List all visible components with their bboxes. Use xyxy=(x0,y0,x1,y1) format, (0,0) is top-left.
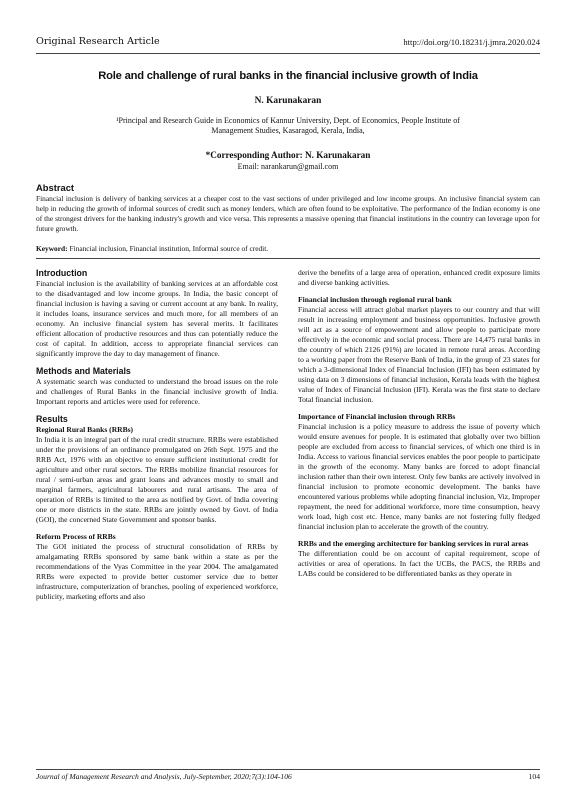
emerging-architecture-heading: RRBs and the emerging architecture for banking services in rural areas xyxy=(298,539,529,548)
reform-heading: Reform Process of RRBs xyxy=(36,532,116,541)
rrb-text: In India it is an integral part of the rural credit structure. RRBs were established under the provisions of an ordinance promulgated on 26th Sept. 1975 and the RRB Act, 1976 with an objective to ensure sufficient institutional credit for agriculture and other rural sectors. The RRBs mobilize financial resources for rural / semi-urban areas and grant loans and advances mostly to small and marginal farmers, agricultural labourers and rural artisans. The area of operation of RRBs is limited to the area as notified by Govt. of India covering one or more districts in the state. RRBs are jointly owned by Govt. of India (GOI), the concerned State Government and sponsor banks. xyxy=(36,435,278,524)
header-rule xyxy=(36,53,540,54)
author-email[interactable]: Email: narankarun@gmail.com xyxy=(237,162,339,171)
rrb-heading: Regional Rural Banks (RRBs) xyxy=(36,425,134,434)
keywords-label: Keyword: xyxy=(36,244,68,253)
methods-heading: Methods and Materials xyxy=(36,366,131,376)
regional-rural-bank-heading: Financial inclusion through regional rural bank xyxy=(298,295,452,304)
corresponding-author: *Corresponding Author: N. Karunakaran xyxy=(205,150,371,160)
page-number: 104 xyxy=(528,772,540,781)
methods-text: A systematic search was conducted to understand the broad issues on the role and challenges of Rural Banks in the financial inclusive growth of India. Important reports and articles were used for reference. xyxy=(36,377,278,406)
reform-text: The GOI initiated the process of structural consolidation of RRBs by amalgamating RRBs sponsored by same bank within a state as per the recommendations of the Vyas Committee in the year 2004. The amalgamated RRBs were expected to provide better customer service due to better infrastructure, computerization of branches, pooling of experienced workforce, publicity, marketing efforts and also xyxy=(36,542,278,601)
abstract-rule xyxy=(36,258,540,259)
abstract-heading: Abstract xyxy=(36,182,75,193)
keywords xyxy=(36,244,540,253)
author-affiliation: ¹Principal and Research Guide in Economics of Kannur University, Dept. of Economics, People Institute of Management Studies, Kasaragod, Kerala, India, xyxy=(116,116,460,136)
running-footer xyxy=(36,772,540,781)
introduction-text: Financial inclusion is the availability of banking services at an affordable cost to the disadvantaged and low income groups. In India, the basic concept of financial inclusion is having a saving or current account at any bank. In reality, it includes loans, insurance services and much more, for all members of an economy. An inclusive financial system has several merits. It facilitates efficient allocation of productive resources and thus can potentially reduce the cost of capital. In addition, access to appropriate financial services can significantly improve the day to day management of finance. xyxy=(36,279,278,358)
introduction-heading: Introduction xyxy=(36,268,88,278)
emerging-architecture-text: The differentiation could be on account of capital requirement, scope of activities or area of operations. In fact the UCBs, the PACS, the RRBs and LABs could be considered to be differentiated banks as they operate in xyxy=(298,549,540,578)
importance-heading: Importance of Financial inclusion through RRBs xyxy=(298,412,456,421)
results-heading: Results xyxy=(36,414,68,424)
running-header xyxy=(36,36,540,50)
continued-text: derive the benefits of a large area of operation, enhanced credit exposure limits and diverse banking activities. xyxy=(298,268,540,287)
article-type-label: Original Research Article xyxy=(36,36,160,47)
left-column xyxy=(36,268,278,602)
author-name: N. Karunakaran xyxy=(254,96,322,106)
keywords-text: Financial inclusion, Financial institution, Informal source of credit. xyxy=(67,244,269,253)
doi-link[interactable]: http://doi.org/10.18231/j.jmra.2020.024 xyxy=(403,37,540,47)
footer-rule xyxy=(36,769,540,770)
regional-rural-bank-text: Financial access will attract global market players to our country and that will result in increasing employment and business opportunities. Inclusive growth will act as a source of empowerment and allow people to participate more effectively in the economic and social process. There are 14,475 rural banks in the country of which 2126 (91%) are located in remote rural areas. According to a working paper from the Reserve Bank of India, in the group of 23 states for which a 3-dimensional Index of Financial Inclusion (IFI) has been estimated by using data on 3 dimensions of financial inclusion, Kerala leads with the highest value of Index of Financial Inclusion (IFI). Kerala was the first state to declare Total financial inclusion. xyxy=(298,305,540,404)
journal-citation: Journal of Management Research and Analysis, July-September, 2020;7(3):104-106 xyxy=(36,772,292,781)
importance-text: Financial inclusion is a policy measure to address the issue of poverty which would ensure avenues for people. It is estimated that globally over two billion people are excluded from access to financial services, of which one third is in India. Access to various financial services enables the poor people to participate in the growth of the economy. Many banks are forced to adopt financial inclusion rather than their own interest. Only few banks are actively involved in financial inclusion to promote economic development. The banks have encountered various problems while adopting financial inclusion, Viz, Improper repayment, the need for additional workforce, more time consumption, heavy work load, high cost etc. Hence, many banks are not fostering fully fledged financial inclusion plan to accelerate the growth of the country. xyxy=(298,422,540,531)
abstract-text: Financial inclusion is delivery of banking services at a cheaper cost to the vast sections of under privileged and low income groups. An inclusive financial system can help in reducing the growth of informal sources of credit such as money lenders, which are often found to be exploitative. The performance of the Indian economy is one of the strongest drivers for the banking industry's growth and vice versa. This represents a massive opening that financial institutions in the country can leverage upon for future growth. xyxy=(36,194,540,233)
article-title: Role and challenge of rural banks in the financial inclusive growth of India xyxy=(98,70,478,82)
right-column xyxy=(298,268,540,579)
